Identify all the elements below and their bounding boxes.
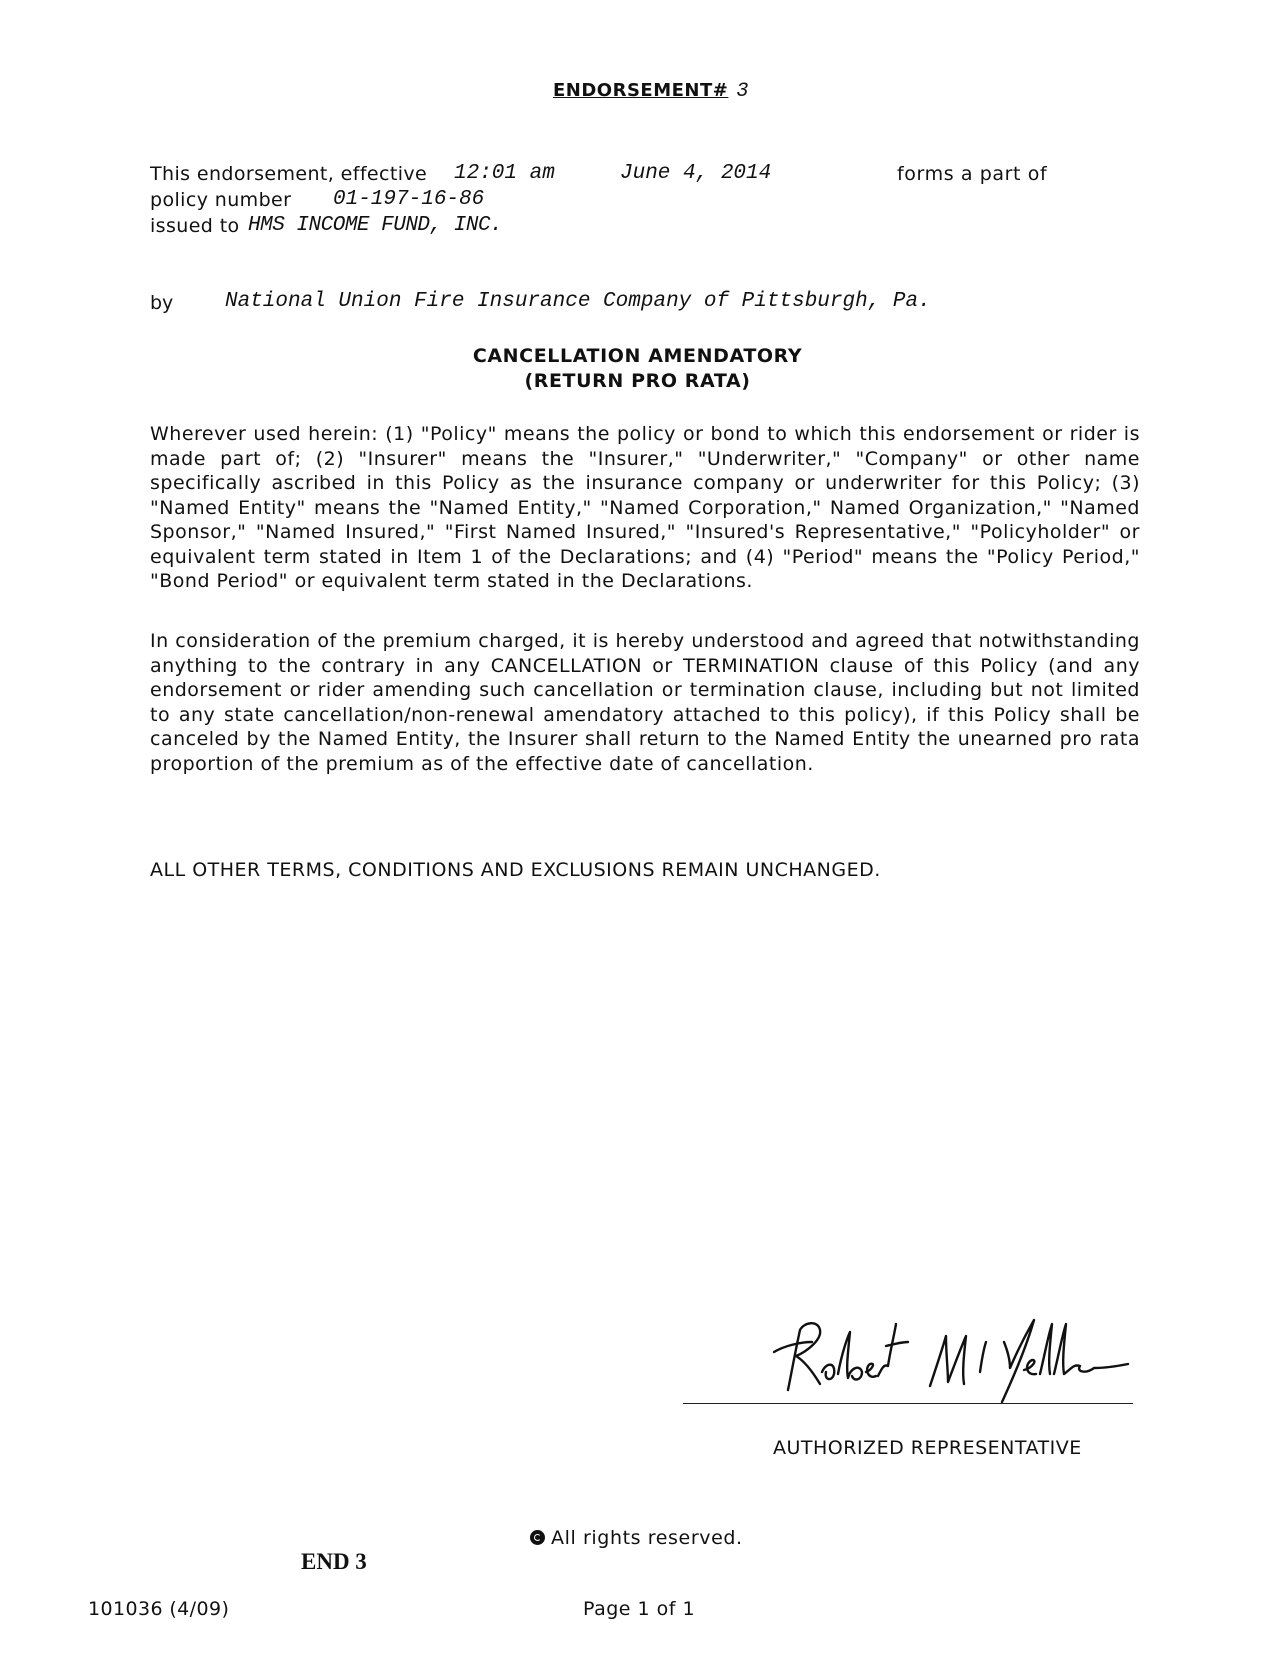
- insurer-name: National Union Fire Insurance Company of Pittsburgh, Pa.: [225, 290, 931, 313]
- policy-number-label: policy number: [150, 189, 292, 211]
- effective-label: This endorsement, effective: [150, 163, 428, 185]
- signature-image: [770, 1312, 1130, 1412]
- definitions-paragraph: [150, 422, 1140, 594]
- endorsement-title-label: ENDORSEMENT#: [553, 80, 729, 101]
- by-label: by: [150, 292, 174, 314]
- issued-to-label: issued to: [150, 215, 240, 237]
- consideration-text: In consideration of the premium charged, it is hereby understood and agreed that notwithstanding anything to the contrary in any CANCELLATION or TERMINATION clause of this Policy (and any endorsement or rider amending such cancellation or termination clause, including but not limited to any state cancellation/non-renewal amendatory attached to this policy), if this Policy shall be canceled by the Named Entity, the Insurer shall return to the Named Entity the unearned pro rata proportion of the premium as of the effective date of cancellation.: [150, 630, 1140, 775]
- rights-line: [530, 1527, 743, 1549]
- definitions-text: Wherever used herein: (1) "Policy" means the policy or bond to which this endorsement or rider is made part of; (2) "Insurer" means the "Insurer," "Underwriter," "Company" or other name specifically ascribed in this Policy as the insurance company or underwriter for this Policy; (3) "Named Entity" means the "Named Entity," "Named Corporation," Named Organization," "Named Sponsor," "Named Insured," "First Named Insured," "Insured's Representative," "Policyholder" or equivalent term stated in Item 1 of the Declarations; and (4) "Period" means the "Policy Period," "Bond Period" or equivalent term stated in the Declarations.: [150, 423, 1140, 592]
- form-number: 101036 (4/09): [88, 1598, 230, 1620]
- form-subheading: (RETURN PRO RATA): [524, 370, 751, 392]
- effective-time: 12:01 am: [454, 162, 555, 185]
- policy-number: 01-197-16-86: [333, 188, 485, 211]
- signature-line: [683, 1403, 1133, 1404]
- endorsement-title: [553, 80, 749, 103]
- authorized-representative-label: AUTHORIZED REPRESENTATIVE: [773, 1437, 1082, 1459]
- endorsement-number: 3: [736, 80, 749, 103]
- rights-text: All rights reserved.: [551, 1527, 743, 1549]
- page-number: Page 1 of 1: [583, 1598, 696, 1620]
- insured-name: HMS INCOME FUND, INC.: [248, 214, 503, 237]
- effective-date: June 4, 2014: [620, 162, 772, 185]
- form-heading: CANCELLATION AMENDATORY: [472, 345, 803, 367]
- end-mark: END 3: [301, 1549, 367, 1574]
- consideration-paragraph: [150, 629, 1140, 776]
- forms-part-label: forms a part of: [897, 163, 1048, 185]
- copyright-icon: [530, 1530, 545, 1545]
- closing-statement: ALL OTHER TERMS, CONDITIONS AND EXCLUSIONS REMAIN UNCHANGED.: [150, 859, 881, 881]
